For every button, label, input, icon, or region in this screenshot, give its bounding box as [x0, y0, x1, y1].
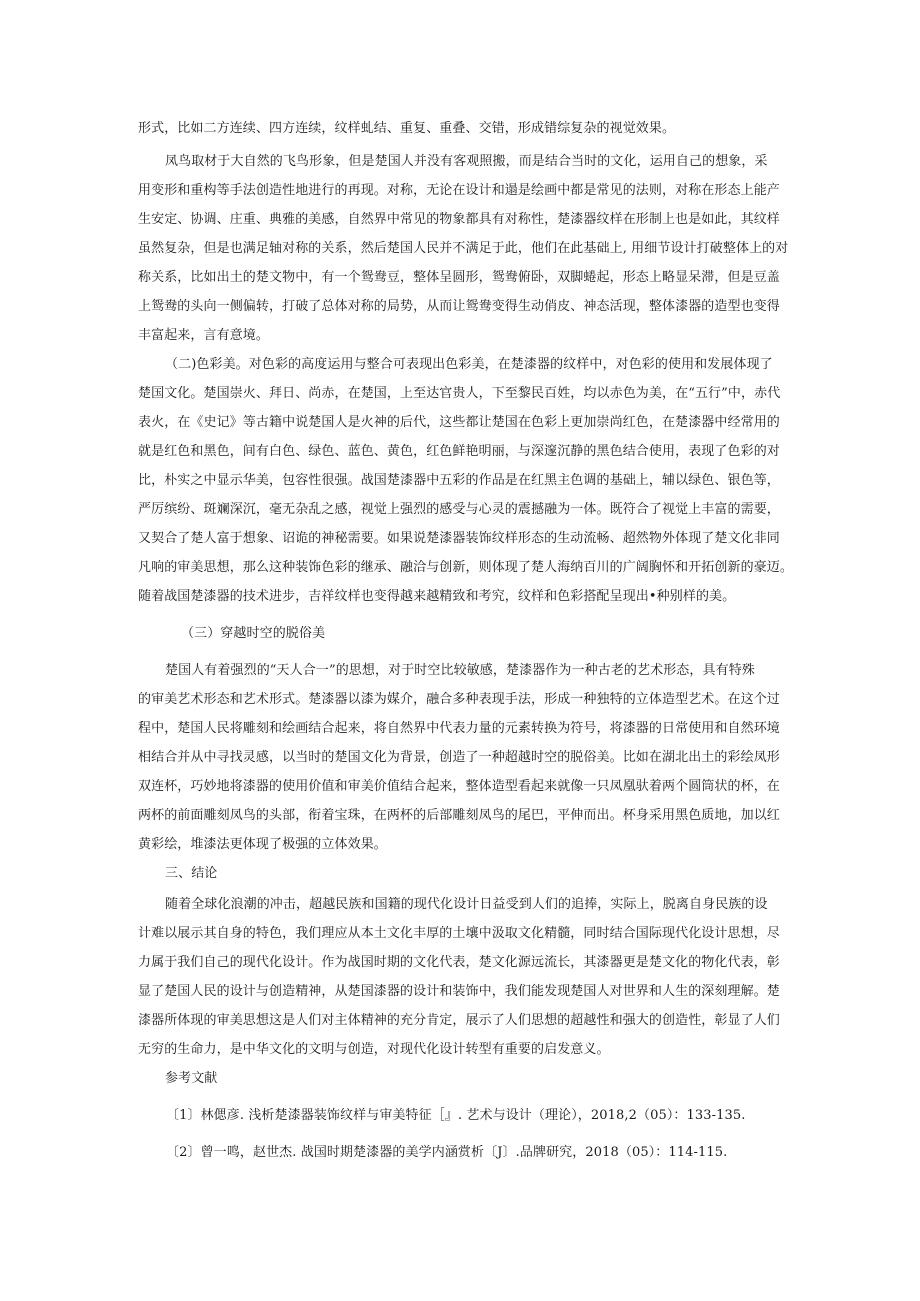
paragraph-line: 计难以展示其自身的特色，我们理应从本土文化丰厚的土壤中汲取文化精髓，同时结合国际现代化设计思想，尽 — [138, 926, 780, 941]
paragraph-line: 凡响的审美思想，那么这种装饰色彩的继承、融洽与创新，则体现了楚人海纳百川的广阔胸怀和开拓创新的豪迈。 — [138, 560, 794, 575]
paragraph-line: 无穷的生命力，是中华文化的文明与创造，对现代化设计转型有重要的启发意义。 — [138, 1042, 610, 1057]
paragraph-line: 就是红色和黑色，间有白色、绿色、蓝色、黄色，红色鲜艳明丽，与深邃沉静的黑色结合使用，表现了色彩的对 — [138, 444, 780, 459]
paragraph-line: 生安定、协调、庄重、典雅的美感，自然界中常见的物象都具有对称性，楚漆器纹样在形制上也是如此，其纹样 — [138, 212, 780, 227]
paragraph-line: 表火，在《史记》等古籍中说楚国人是火神的后代，这些都让楚国在色彩上更加崇尚红色，在楚漆器中经常用的 — [138, 415, 780, 430]
paragraph-line: 黄彩绘，堆漆法更体现了极强的立体效果。 — [138, 837, 387, 852]
paragraph-line: 随着战国楚漆器的技术进步，吉祥纹样也变得越来越精致和考究，纹样和色彩搭配呈现出•种别样的美。 — [138, 589, 736, 604]
paragraph-line: 比，朴实之中显示华美，包容性很强。战国楚漆器中五彩的作品是在红黑主色调的基础上，辅以绿色、银色等， — [138, 473, 780, 488]
paragraph-line: 两杯的前面雕刻凤鸟的头部，衔着宝珠，在两杯的后部雕刻凤鸟的尾巴，平伸而出。杯身采用黑色质地，加以红 — [138, 808, 780, 823]
paragraph-line: 凤鸟取材于大自然的飞鸟形象，但是楚国人并没有客观照搬，而是结合当时的文化，运用自己的想象，采 — [165, 154, 768, 169]
paragraph-line: 双连杯，巧妙地将漆器的使用价值和审美价值结合起来，整体造型看起来就像一只凤凰驮着两个圆筒状的杯，在 — [138, 779, 780, 794]
paragraph-line: 力属于我们自己的现代化设计。作为战国时期的文化代表，楚文化源远流长，其漆器更是楚文化的物化代表，彰 — [138, 955, 780, 970]
paragraph-line: 形式，比如二方连续、四方连续，纹样虬结、重复、重叠、交错，形成错综复杂的视觉效果。 — [138, 121, 676, 136]
references-heading: 参考文献 — [165, 1071, 218, 1086]
paragraph-line: 楚国文化。楚国崇火、拜日、尚赤，在楚国，上至达官贵人，下至黎民百姓，均以赤色为美，在“五行”中，赤代 — [138, 386, 781, 401]
reference-item: 〔1〕林偲彦. 浅析楚漆器装饰纹样与审美特征［』. 艺术与设计（理论），2018,2（05）：133-135. — [166, 1108, 746, 1123]
paragraph-line: 楚国人有着强烈的“天人合一”的思想，对于时空比较敏感，楚漆器作为一种古老的艺术形态，具有特殊 — [165, 663, 755, 678]
paragraph-line: 称关系，比如出土的楚文物中，有一个鸳鸯豆，整体呈圆形，鸳鸯俯卧，双脚蜷起，形态上略显呆滞，但是豆盖 — [138, 270, 780, 285]
paragraph-line: （二)色彩美。对色彩的高度运用与整合可表现出色彩美，在楚漆器的纹样中，对色彩的使用和发展体现了 — [165, 357, 773, 372]
paragraph-line: 上鸳鸯的头向一侧偏转，打破了总体对称的局势，从而让鸳鸯变得生动俏皮、神态活现，整体漆器的造型也变得 — [138, 299, 780, 314]
paragraph-line: 虽然复杂，但是也满足轴对称的关系，然后楚国人民并不满足于此，他们在此基础上, 用细节设计打破整体上的对 — [138, 241, 789, 256]
paragraph-line: 的审美艺术形态和艺术形式。楚漆器以漆为媒介，融合多种表现手法，形成一种独特的立体造型艺术。在这个过 — [138, 692, 780, 707]
section-heading: 三、结论 — [165, 866, 218, 881]
paragraph-line: 显了楚国人民的设计与创造精神，从楚国漆器的设计和装饰中，我们能发现楚国人对世界和人生的深刻理解。楚 — [138, 984, 780, 999]
paragraph-line: 随着全球化浪潮的冲击，超越民族和国籍的现代化设计日益受到人们的追捧，实际上，脱离自身民族的设 — [165, 897, 768, 912]
paragraph-line: 漆器所体现的审美思想这是人们对主体精神的充分肯定，展示了人们思想的超越性和强大的创造性，彰显了人们 — [138, 1013, 780, 1028]
paragraph-line: 严厉缤纷、斑斓深沉，毫无杂乱之感，视觉上强烈的感受与心灵的震撼融为一体。既符合了视觉上丰富的需要， — [138, 502, 780, 517]
paragraph-line: 相结合并从中寻找灵感，以当时的楚国文化为背景，创造了一种超越时空的脱俗美。比如在湖北出土的彩绘凤形 — [138, 750, 780, 765]
paragraph-line: 又契合了楚人富于想象、诏诡的神秘需要。如果说楚漆器装饰纹样形态的生动流畅、超然物外体现了楚文化非同 — [138, 531, 780, 546]
section-heading: （三）穿越时空的脱俗美 — [181, 626, 326, 641]
reference-item: 〔2〕曾一鸣，赵世杰. 战国时期楚漆器的美学内涵赏析〔J〕.品牌研究，2018（05）：114-115. — [166, 1145, 728, 1160]
paragraph-line: 程中，楚国人民将雕刻和绘画结合起来，将自然界中代表力量的元素转换为符号，将漆器的日常使用和自然环境 — [138, 721, 780, 736]
paragraph-line: 丰富起来，言有意境。 — [138, 328, 270, 343]
paragraph-line: 用变形和重构等手法创造性地进行的再现。对称，无论在设计和遢是绘画中都是常见的法则，对称在形态上能产 — [138, 183, 780, 198]
